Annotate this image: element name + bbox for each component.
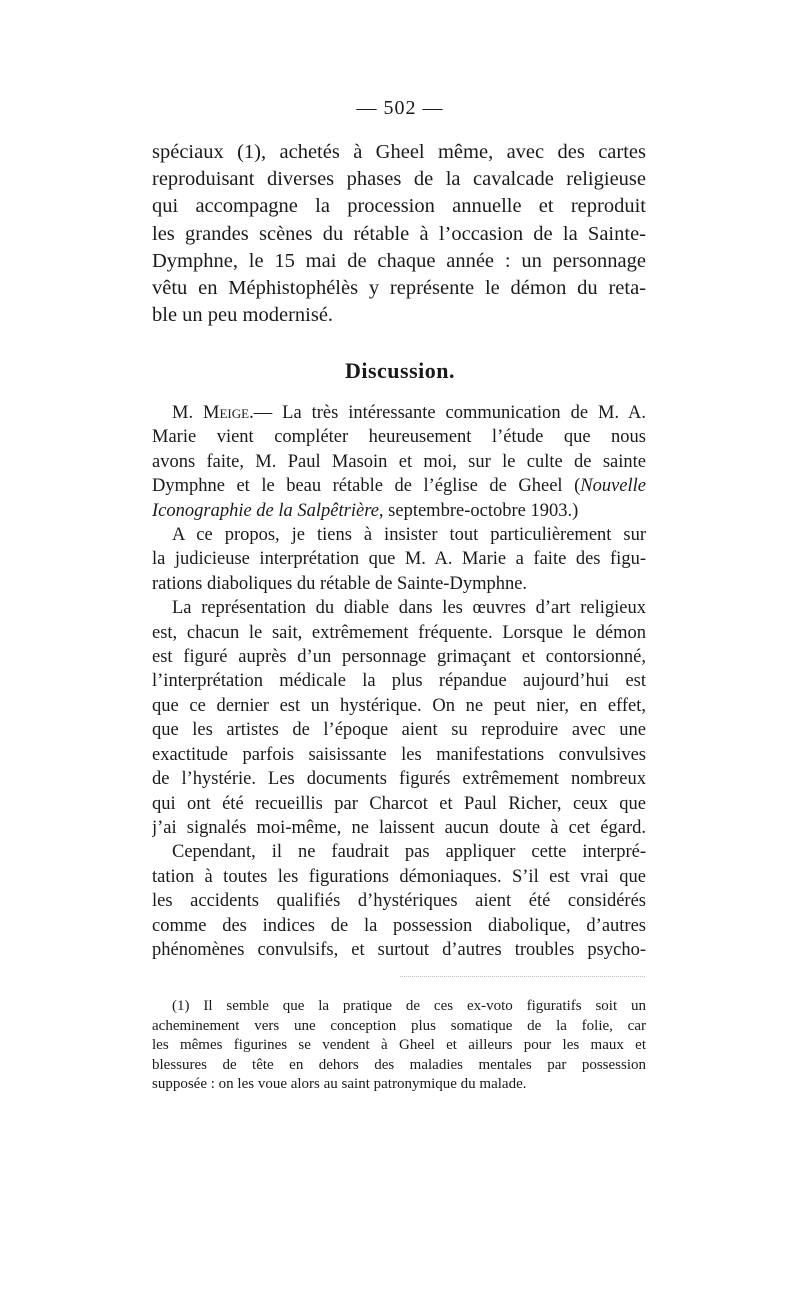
text-line: Cependant, il ne faudrait pas appliquer cette interpré- xyxy=(172,842,646,863)
text-line: qui ont été recueillis par Charcot et Paul Richer, ceux que xyxy=(152,793,646,814)
text-fragment: , septembre-octobre 1903.) xyxy=(378,500,579,521)
text-line: Dymphne, le 15 mai de chaque année : un personnage xyxy=(152,249,646,272)
text-line: supposée : on les voue alors au saint patronymique du malade. xyxy=(152,1076,527,1093)
text-line: La représentation du diable dans les œuvres d’art religieux xyxy=(172,598,646,619)
text-line xyxy=(152,474,646,498)
text-line: reproduisant diverses phases de la cavalcade religieuse xyxy=(152,168,646,191)
discussion-body xyxy=(152,401,646,962)
journal-title: Nouvelle xyxy=(580,476,646,497)
section-heading: Discussion. xyxy=(344,358,456,383)
text-line: l’interprétation médicale la plus répandue aujourd’hui est xyxy=(152,671,646,692)
journal-title: Iconographie de la Salpêtrière xyxy=(152,500,379,521)
text-line: ble un peu modernisé. xyxy=(152,304,334,327)
text-line: de l’hystérie. Les documents figurés extrêmement nombreux xyxy=(152,769,646,790)
text-fragment: Dymphne et le beau rétable de l’église de Gheel ( xyxy=(152,476,581,497)
text-line: acheminement vers une conception plus somatique de la folie, car xyxy=(152,1017,646,1034)
text-line: est figuré auprès d’un personnage grimaçant et contorsionné, xyxy=(152,647,646,668)
text-line: que les artistes de l’époque aient su reproduire avec une xyxy=(152,720,646,741)
page-number: — 502 — xyxy=(356,97,444,119)
text-line: que ce dernier est un hystérique. On ne peut nier, en effet, xyxy=(152,695,646,716)
text-line: Marie vient compléter heureusement l’étude que nous xyxy=(152,427,646,448)
text-line: phénomènes convulsifs, et surtout d’autres troubles psycho- xyxy=(152,939,646,960)
text-line: j’ai signalés moi-même, ne laissent aucun doute à cet égard. xyxy=(152,817,646,838)
text-line: blessures de tête en dehors des maladies mentales par possession xyxy=(152,1056,646,1073)
text-line: les accidents qualifiés d’hystériques aient été considérés xyxy=(152,891,646,912)
text-line: les grandes scènes du rétable à l’occasion de la Sainte- xyxy=(152,222,646,245)
text-line: qui accompagne la procession annuelle et reproduit xyxy=(152,195,646,218)
intro-paragraph xyxy=(152,139,646,329)
speaker-name: M. Meige. xyxy=(172,403,254,423)
text-line: est, chacun le sait, extrêmement fréquente. Lorsque le démon xyxy=(152,622,646,643)
text-line: spéciaux (1), achetés à Gheel même, avec des cartes xyxy=(152,141,646,163)
text-line: la judicieuse interprétation que M. A. Marie a faite des figu- xyxy=(152,549,646,570)
text-line: avons faite, M. Paul Masoin et moi, sur le culte de sainte xyxy=(152,451,646,472)
text-line: (1) Il semble que la pratique de ces ex-voto figuratifs soit un xyxy=(172,998,646,1014)
text-line xyxy=(152,499,646,523)
footnote xyxy=(152,997,646,1095)
text-line xyxy=(152,401,646,425)
text-line: comme des indices de la possession diabolique, d’autres xyxy=(152,915,646,936)
text-line: A ce propos, je tiens à insister tout particulièrement sur xyxy=(172,525,646,546)
footnote-divider xyxy=(400,976,645,977)
text-line: rations diaboliques du rétable de Sainte-Dymphne. xyxy=(152,573,528,594)
text-line: les mêmes figurines se vendent à Gheel et ailleurs pour les maux et xyxy=(152,1037,646,1054)
text-line: tation à toutes les figurations démoniaques. S’il est vrai que xyxy=(152,866,646,887)
text-fragment: — La très intéressante communication de M. A. xyxy=(253,403,646,423)
text-line: exactitude parfois saisissante les manifestations convulsives xyxy=(152,744,646,765)
text-line: vêtu en Méphistophélès y représente le démon du reta- xyxy=(152,277,646,300)
